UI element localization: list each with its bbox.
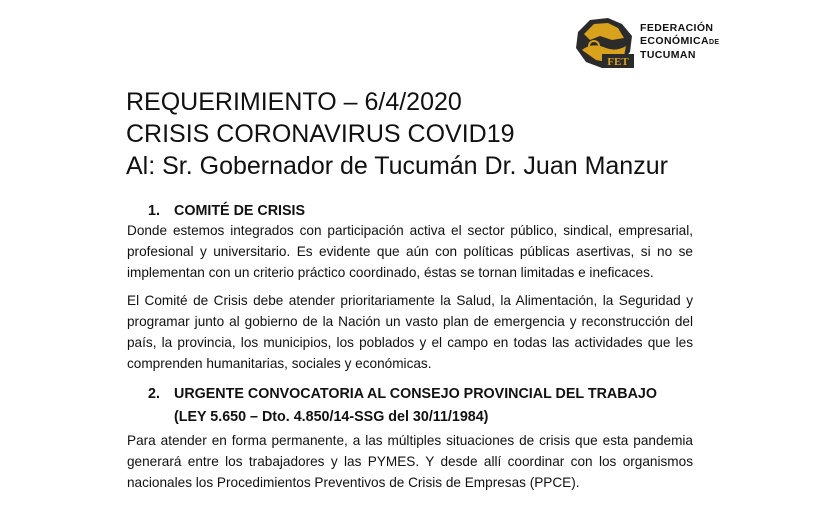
logo-line-1: FEDERACIÓN <box>640 22 714 34</box>
section-1-title <box>148 203 305 219</box>
section-2-paragraph-1: Para atender en forma permanente, a las múltiples situaciones de crisis que esta pandemia generará entre los trabajadores y las PYMES. Y desde allí coordinar con los organismos nacionales los Procedimientos Preventivos de Crisis de Empresas (PPCE). <box>127 433 693 490</box>
section-2-heading: URGENTE CONVOCATORIA AL CONSEJO PROVINCIAL DEL TRABAJO <box>174 386 657 402</box>
section-2-number: 2. <box>148 386 160 402</box>
fet-logo <box>572 14 720 72</box>
section-1-number: 1. <box>148 203 160 219</box>
header-line-recipient: Al: Sr. Gobernador de Tucumán Dr. Juan Manzur <box>126 152 668 180</box>
section-1-paragraph-2: El Comité de Crisis debe atender prioritariamente la Salud, la Alimentación, la Seguridad y programar junto al gobierno de la Nación un vasto plan de emergencia y reconstrucción del país, la provincia, los municipios, los poblados y el campo en todas las actividades que les comprenden humanitarias, sociales y económicas. <box>127 293 693 371</box>
section-2-title <box>148 386 657 402</box>
section-1-paragraph-1: Donde estemos integrados con participación activa el sector público, sindical, empresarial, profesional y universitario. Es evidente que aún con políticas públicas asertivas, si no se implementan con un criterio práctico coordinado, éstas se tornan limitadas e ineficaces. <box>127 223 693 280</box>
fet-logo-text <box>640 22 720 62</box>
section-1-heading: COMITÉ DE CRISIS <box>174 203 306 219</box>
logo-line-2: ECONÓMICADE <box>640 34 720 47</box>
section-2-subtitle: (LEY 5.650 – Dto. 4.850/14-SSG del 30/11/1984) <box>174 409 489 425</box>
header-line-requerimiento: REQUERIMIENTO – 6/4/2020 <box>126 88 462 116</box>
fet-logo-letters: FET <box>607 56 629 68</box>
header-line-crisis: CRISIS CORONAVIRUS COVID19 <box>126 120 515 148</box>
fet-logo-emblem <box>572 14 636 70</box>
logo-line-3: TUCUMAN <box>640 49 696 61</box>
document-header <box>126 86 668 182</box>
